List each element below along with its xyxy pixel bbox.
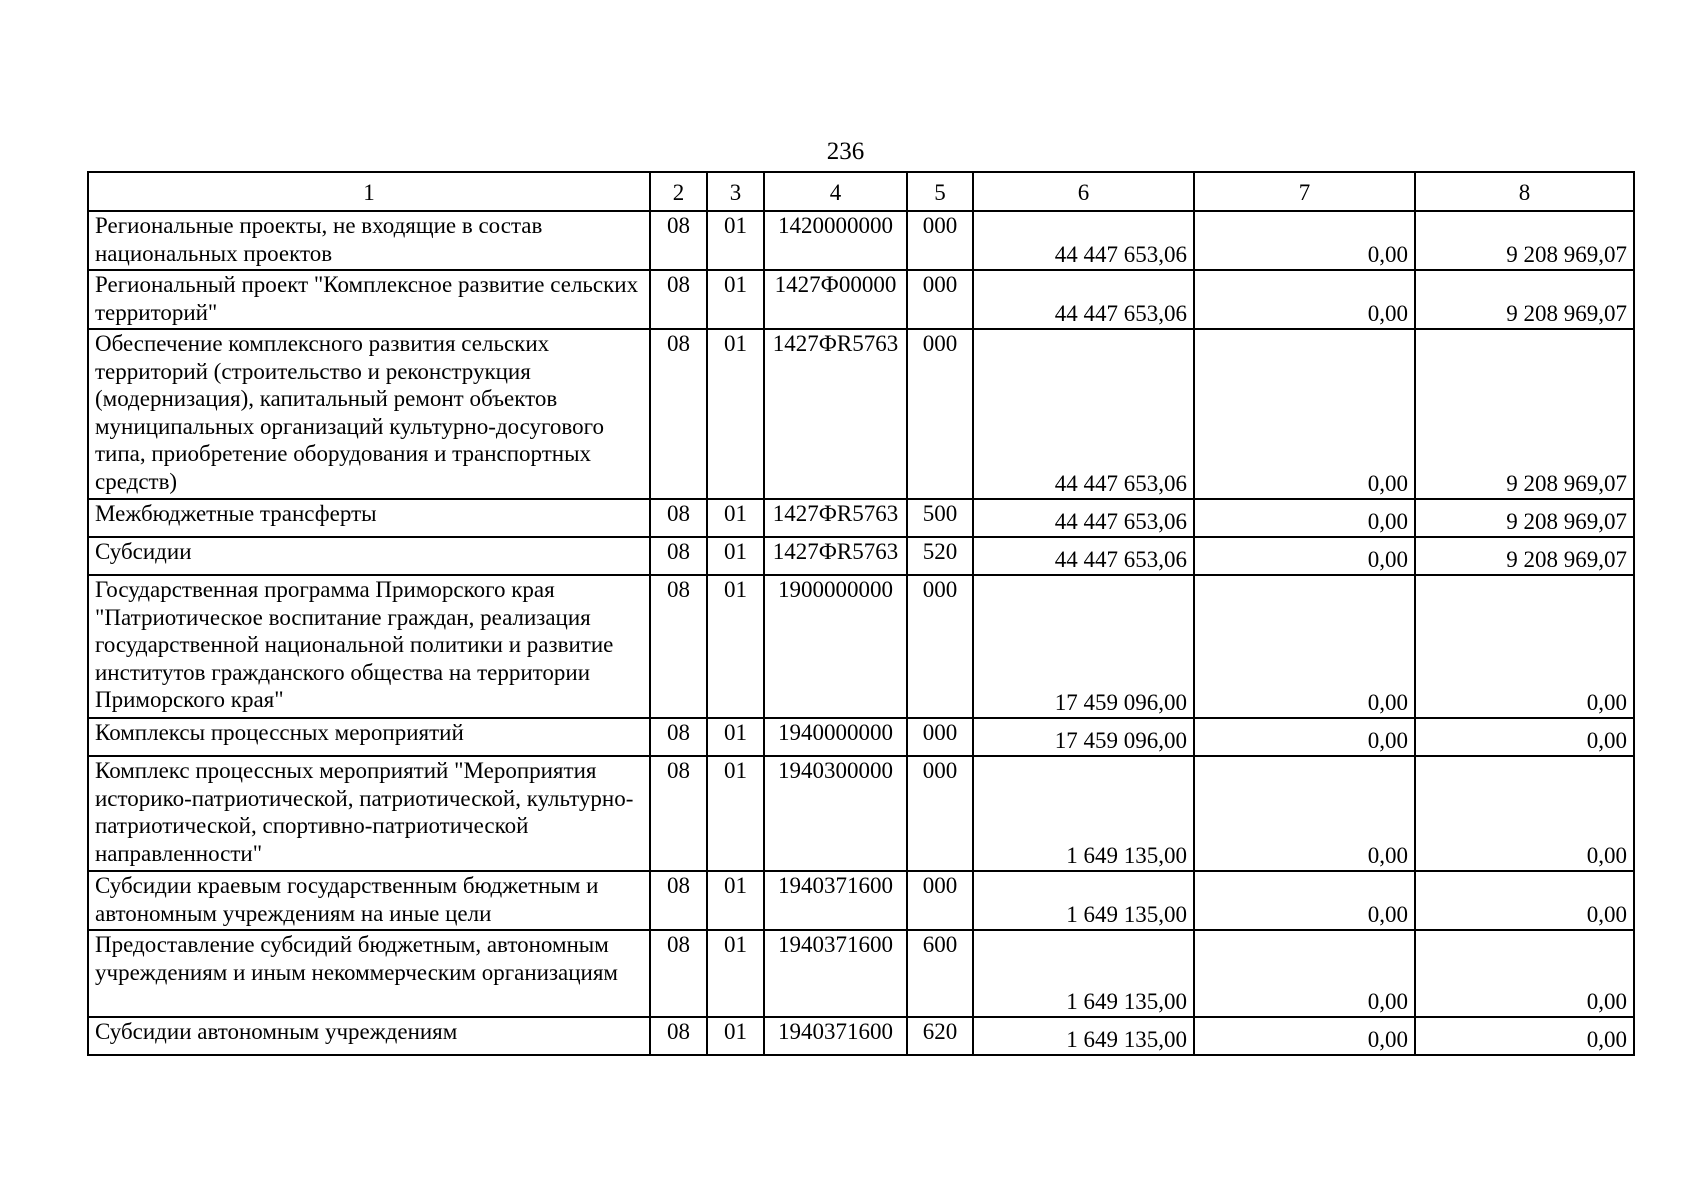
row-subsection: 01: [707, 756, 764, 871]
row-target-article: 1427ФR5763: [764, 329, 907, 499]
row-amount-6: 44 447 653,06: [973, 329, 1194, 499]
row-target-article: 1940371600: [764, 871, 907, 930]
table-row: [88, 756, 1634, 871]
row-name: Субсидии: [88, 537, 650, 575]
row-amount-6: 44 447 653,06: [973, 211, 1194, 270]
table-row: [88, 329, 1634, 499]
table-row: [88, 537, 1634, 575]
header-cell: 3: [707, 172, 764, 211]
table-row: [88, 270, 1634, 329]
row-amount-8: 9 208 969,07: [1415, 211, 1634, 270]
row-amount-7: 0,00: [1194, 756, 1415, 871]
row-subsection: 01: [707, 871, 764, 930]
row-amount-7: 0,00: [1194, 871, 1415, 930]
row-target-article: 1427ФR5763: [764, 499, 907, 537]
row-expense-type: 500: [907, 499, 973, 537]
row-amount-7: 0,00: [1194, 329, 1415, 499]
row-name: Региональный проект "Комплексное развитие сельских территорий": [88, 270, 650, 329]
row-target-article: 1940371600: [764, 930, 907, 1017]
row-expense-type: 000: [907, 575, 973, 718]
row-subsection: 01: [707, 329, 764, 499]
row-subsection: 01: [707, 270, 764, 329]
row-section: 08: [650, 718, 707, 756]
row-section: 08: [650, 1017, 707, 1055]
budget-table: [87, 171, 1635, 1056]
row-section: 08: [650, 329, 707, 499]
table-row: [88, 718, 1634, 756]
row-name: Комплекс процессных мероприятий "Мероприятия историко-патриотической, патриотической, культурно-патриотической, спортивно-патриотической направленности": [88, 756, 650, 871]
row-name: Региональные проекты, не входящие в состав национальных проектов: [88, 211, 650, 270]
row-subsection: 01: [707, 718, 764, 756]
header-cell: 4: [764, 172, 907, 211]
row-amount-8: 0,00: [1415, 575, 1634, 718]
header-row: [88, 172, 1634, 211]
row-target-article: 1427Ф00000: [764, 270, 907, 329]
row-subsection: 01: [707, 575, 764, 718]
row-amount-8: 9 208 969,07: [1415, 537, 1634, 575]
header-cell: 6: [973, 172, 1194, 211]
table-row: [88, 211, 1634, 270]
table-row: [88, 1017, 1634, 1055]
row-target-article: 1420000000: [764, 211, 907, 270]
row-target-article: 1427ФR5763: [764, 537, 907, 575]
row-expense-type: 000: [907, 756, 973, 871]
row-section: 08: [650, 270, 707, 329]
row-amount-7: 0,00: [1194, 270, 1415, 329]
row-amount-6: 17 459 096,00: [973, 575, 1194, 718]
row-name: Предоставление субсидий бюджетным, автономным учреждениям и иным некоммерческим организациям: [88, 930, 650, 1017]
row-amount-8: 9 208 969,07: [1415, 499, 1634, 537]
row-expense-type: 620: [907, 1017, 973, 1055]
table-row: [88, 499, 1634, 537]
row-target-article: 1940000000: [764, 718, 907, 756]
row-amount-7: 0,00: [1194, 537, 1415, 575]
row-target-article: 1900000000: [764, 575, 907, 718]
row-target-article: 1940371600: [764, 1017, 907, 1055]
header-cell: 5: [907, 172, 973, 211]
row-subsection: 01: [707, 930, 764, 1017]
row-amount-7: 0,00: [1194, 575, 1415, 718]
row-section: 08: [650, 537, 707, 575]
row-amount-7: 0,00: [1194, 1017, 1415, 1055]
row-subsection: 01: [707, 211, 764, 270]
row-amount-8: 0,00: [1415, 1017, 1634, 1055]
row-expense-type: 600: [907, 930, 973, 1017]
row-section: 08: [650, 499, 707, 537]
row-amount-8: 0,00: [1415, 871, 1634, 930]
row-section: 08: [650, 756, 707, 871]
row-amount-7: 0,00: [1194, 499, 1415, 537]
page-number: 236: [826, 138, 865, 165]
row-expense-type: 520: [907, 537, 973, 575]
header-cell: 2: [650, 172, 707, 211]
row-section: 08: [650, 930, 707, 1017]
row-amount-8: 0,00: [1415, 930, 1634, 1017]
row-amount-6: 44 447 653,06: [973, 270, 1194, 329]
row-section: 08: [650, 871, 707, 930]
table-row: [88, 871, 1634, 930]
row-target-article: 1940300000: [764, 756, 907, 871]
table-row: [88, 930, 1634, 1017]
row-expense-type: 000: [907, 211, 973, 270]
row-amount-6: 1 649 135,00: [973, 1017, 1194, 1055]
row-amount-8: 9 208 969,07: [1415, 270, 1634, 329]
row-amount-6: 44 447 653,06: [973, 499, 1194, 537]
row-name: Комплексы процессных мероприятий: [88, 718, 650, 756]
row-name: Обеспечение комплексного развития сельских территорий (строительство и реконструкция (модернизация), капитальный ремонт объектов муниципальных организаций культурно-досугового типа, приобретение оборудования и транспортных средств): [88, 329, 650, 499]
row-expense-type: 000: [907, 718, 973, 756]
row-subsection: 01: [707, 537, 764, 575]
row-amount-7: 0,00: [1194, 718, 1415, 756]
row-amount-8: 9 208 969,07: [1415, 329, 1634, 499]
header-cell: 7: [1194, 172, 1415, 211]
row-amount-6: 1 649 135,00: [973, 756, 1194, 871]
row-section: 08: [650, 211, 707, 270]
row-amount-8: 0,00: [1415, 718, 1634, 756]
header-cell: 8: [1415, 172, 1634, 211]
row-expense-type: 000: [907, 270, 973, 329]
row-name: Государственная программа Приморского края "Патриотическое воспитание граждан, реализация государственной национальной политики и развитие институтов гражданского общества на территории Приморского края": [88, 575, 650, 718]
row-expense-type: 000: [907, 871, 973, 930]
header-cell: 1: [88, 172, 650, 211]
row-name: Субсидии краевым государственным бюджетным и автономным учреждениям на иные цели: [88, 871, 650, 930]
row-name: Субсидии автономным учреждениям: [88, 1017, 650, 1055]
row-expense-type: 000: [907, 329, 973, 499]
row-subsection: 01: [707, 1017, 764, 1055]
row-name: Межбюджетные трансферты: [88, 499, 650, 537]
row-subsection: 01: [707, 499, 764, 537]
row-amount-6: 17 459 096,00: [973, 718, 1194, 756]
row-section: 08: [650, 575, 707, 718]
row-amount-8: 0,00: [1415, 756, 1634, 871]
row-amount-7: 0,00: [1194, 211, 1415, 270]
row-amount-6: 1 649 135,00: [973, 930, 1194, 1017]
row-amount-6: 1 649 135,00: [973, 871, 1194, 930]
table-row: [88, 575, 1634, 718]
row-amount-7: 0,00: [1194, 930, 1415, 1017]
row-amount-6: 44 447 653,06: [973, 537, 1194, 575]
